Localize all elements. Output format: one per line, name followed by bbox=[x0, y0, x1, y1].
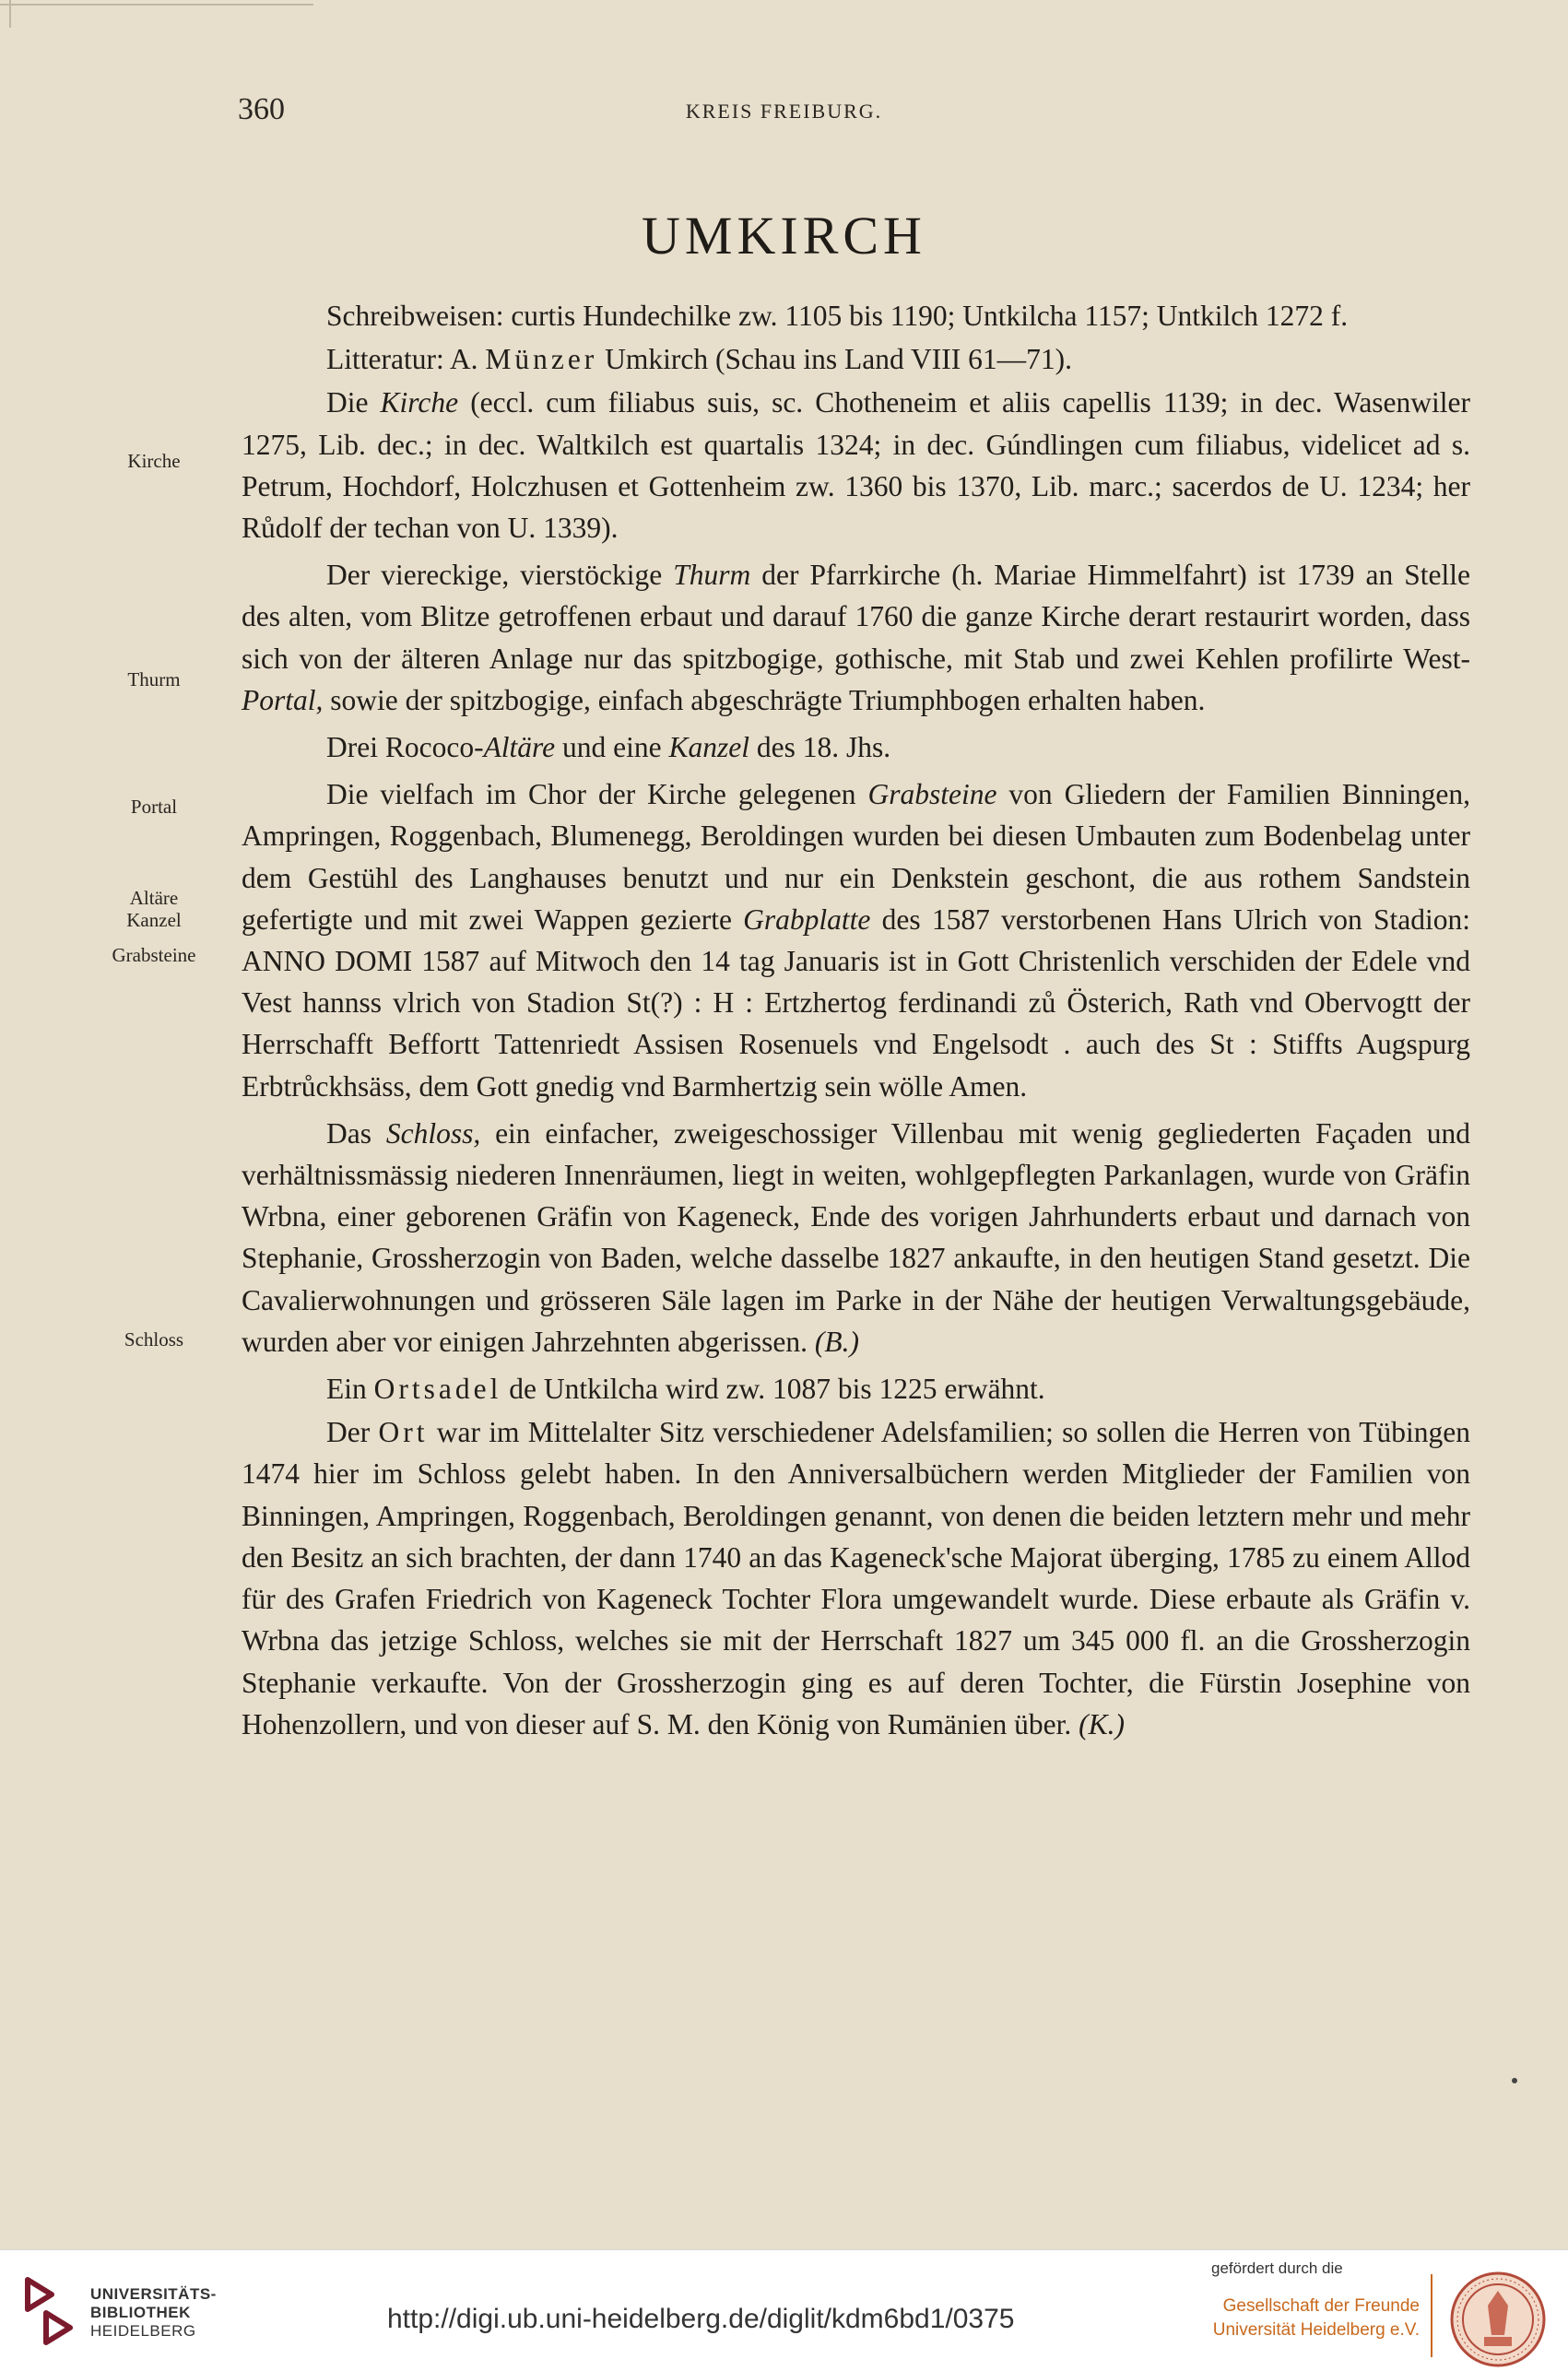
paragraph-kirche bbox=[242, 382, 1470, 549]
term-ort: Ort bbox=[378, 1416, 429, 1449]
text-run: des 18. Jhs. bbox=[756, 731, 891, 764]
paragraph-altaere bbox=[242, 726, 1470, 768]
text-run: Litteratur: A. bbox=[326, 343, 478, 376]
text-run: Das bbox=[326, 1116, 371, 1150]
text-run: Ein bbox=[326, 1373, 367, 1406]
margin-note-schloss: Schloss bbox=[124, 1328, 184, 1351]
author-signature: (B.) bbox=[814, 1325, 859, 1358]
text-run: ein einfacher, zweigeschossiger Villenbau mit wenig gegliederten Façaden und verhältnissmässig niederen Innenräumen, liegt in weiten, wohlgepflegten Parkanlagen, wurde von Gräfin Wrbna, einer geborenen Gräfin von Kageneck, Ende des vorigen Jahrhunderts erbaut und darnach von Stephanie, Grossherzogin von Baden, welche dasselbe 1827 ankaufte, in den heutigen Stand gesetzt. Die Cavalierwohnungen und grösseren Säle lagen im Parke in der Nähe der heutigen Verwaltungsgebäude, wurden aber vor einigen Jahrzehnten abgerissen. bbox=[242, 1116, 1471, 1358]
margin-note-kanzel: Kanzel bbox=[126, 909, 182, 931]
paragraph-litteratur bbox=[242, 338, 1470, 380]
sponsor-caption: gefördert durch die bbox=[1211, 2259, 1343, 2277]
text-run: Umkirch (Schau ins Land VIII 61—71). bbox=[605, 343, 1072, 376]
scan-speck bbox=[1512, 2078, 1517, 2083]
term-grabplatte: Grabplatte bbox=[743, 902, 871, 936]
page-number: 360 bbox=[238, 92, 285, 126]
margin-notes bbox=[0, 0, 230, 2249]
term-kirche: Kirche bbox=[380, 386, 459, 419]
library-name-line: UNIVERSITÄTS- bbox=[90, 2285, 217, 2303]
margin-note-grabsteine: Grabsteine bbox=[112, 944, 196, 966]
author-name: Münzer bbox=[485, 343, 598, 376]
viewer-footer bbox=[0, 2249, 1568, 2371]
margin-note-thurm: Thurm bbox=[127, 668, 181, 690]
term-altaere: Altäre bbox=[483, 731, 556, 764]
term-kanzel: Kanzel bbox=[668, 731, 749, 764]
paragraph-ortsadel bbox=[242, 1368, 1470, 1410]
text-run: de Untkilcha wird zw. 1087 bis 1225 erwähnt. bbox=[509, 1373, 1045, 1406]
page-title: UMKIRCH bbox=[642, 206, 926, 265]
library-name bbox=[90, 2285, 217, 2341]
sponsor-divider bbox=[1431, 2274, 1432, 2357]
paragraph-schloss bbox=[242, 1113, 1470, 1362]
text-run: Schreibweisen: curtis Hundechilke zw. 1105 bis 1190; Untkilcha 1157; Untkilch 1272 f. bbox=[326, 300, 1349, 332]
running-head: KREIS FREIBURG. bbox=[685, 100, 883, 123]
paragraph-schreibweisen bbox=[242, 295, 1470, 336]
body-text bbox=[242, 295, 1470, 1751]
sponsor-name-line: Universität Heidelberg e.V. bbox=[1212, 2320, 1420, 2340]
sponsor-name-line: Gesellschaft der Freunde bbox=[1222, 2296, 1420, 2316]
text-run: und eine bbox=[562, 731, 662, 764]
sponsor-name bbox=[1208, 2294, 1420, 2342]
term-ortsadel: Ortsadel bbox=[373, 1373, 502, 1406]
margin-note-kirche: Kirche bbox=[127, 450, 181, 472]
text-run: Der bbox=[326, 1416, 371, 1449]
paragraph-thurm bbox=[242, 554, 1470, 721]
term-thurm: Thurm bbox=[673, 559, 751, 592]
text-run: Die vielfach im Chor der Kirche gelegenen bbox=[326, 778, 856, 811]
library-name-line: BIBLIOTHEK bbox=[90, 2304, 191, 2321]
text-run: des 1587 verstorbenen Hans Ulrich von Stadion: ANNO DOMI 1587 auf Mitwoch den 14 tag Januaris ist in Gott Christenlich verschiden der Edele vnd Vest hannss vlrich von Stadion St(?) : H : Ertzhertog ferdinandi zů Österich, Rath vnd Obervogtt der Herrschafft Beffortt Tattenriedt Assisen Rosenuels vnd Engelsodt . auch des St : Stiffts Augspurg Erbtrůckhsäss, dem Gott gnedig vnd Barmhertzig sein wölle Amen. bbox=[242, 902, 1471, 1103]
paragraph-grabsteine bbox=[242, 773, 1470, 1107]
author-signature: (K.) bbox=[1079, 1707, 1125, 1740]
text-run: der Pfarrkirche (h. Mariae Himmelfahrt) ist 1739 an Stelle des alten, vom Blitze getroffenen erbaut und darauf 1760 die ganze Kirche derart restaurirt worden, dass sich von der älteren Anlage nur das spitzbogige, gothische, mit Stab und zwei Kehlen profilirte West- bbox=[242, 559, 1471, 675]
text-run: von Gliedern der Familien Binningen, Ampringen, Roggenbach, Blumenegg, Beroldingen wurden bei diesen Umbauten zum Bodenbelag unter dem Gestühl des Langhauses benutzt und nur ein Denkstein geschont, die aus rothem Sandstein gefertigte und mit zwei Wappen gezierte bbox=[242, 778, 1470, 936]
text-run: Drei Rococo- bbox=[326, 731, 484, 764]
margin-note-altaere: Altäre bbox=[129, 887, 179, 909]
paragraph-ort bbox=[242, 1411, 1470, 1745]
text-run: Der viereckige, vierstöckige bbox=[326, 559, 663, 592]
term-schloss: Schloss, bbox=[385, 1116, 481, 1150]
term-portal: Portal, bbox=[242, 683, 324, 716]
term-grabsteine: Grabsteine bbox=[867, 778, 997, 811]
permalink-url[interactable]: http://digi.ub.uni-heidelberg.de/diglit/kdm6bd1/0375 bbox=[387, 2304, 1015, 2334]
university-seal-icon bbox=[1447, 2269, 1549, 2370]
text-run: (eccl. cum filiabus suis, sc. Chotheneim et aliis capellis 1139; in dec. Wasenwiler 1275, Lib. dec.; in dec. Waltkilch est quartalis 1324; in dec. Gúndlingen cum filiabus, videlicet ad s. Petrum, Hochdorf, Holczhusen et Gottenheim zw. 1360 bis 1370, Lib. marc.; sacerdos de U. 1234; her Růdolf der techan von U. 1339). bbox=[242, 386, 1471, 545]
text-run: sowie der spitzbogige, einfach abgeschrägte Triumphbogen erhalten haben. bbox=[330, 683, 1206, 716]
library-name-line: HEIDELBERG bbox=[90, 2322, 196, 2340]
margin-note-portal: Portal bbox=[130, 796, 178, 818]
text-run: Die bbox=[326, 386, 369, 419]
text-run: war im Mittelalter Sitz verschiedener Adelsfamilien; so sollen die Herren von Tübingen 1474 hier im Schloss gelebt haben. In den Anniversalbüchern werden Mitglieder der Familien von Binningen, Ampringen, Roggenbach, Beroldingen genannt, von denen die beiden letztern mehr und mehr den Besitz an sich brachten, der dann 1740 an das Kageneck'sche Majorat überging, 1785 zu einem Allod für des Grafen Friedrich von Kageneck Tochter Flora umgewandelt wurde. Diese erbaute als Gräfin v. Wrbna das jetzige Schloss, welches sie mit der Herrschaft 1827 um 345 000 fl. an die Grossherzogin Stephanie verkaufte. Von der Grossherzogin ging es auf deren Tochter, die Fürstin Josephine von Hohenzollern, und von dieser auf S. M. den König von Rumänien über. bbox=[242, 1416, 1471, 1740]
university-library-logo-icon bbox=[20, 2274, 77, 2348]
